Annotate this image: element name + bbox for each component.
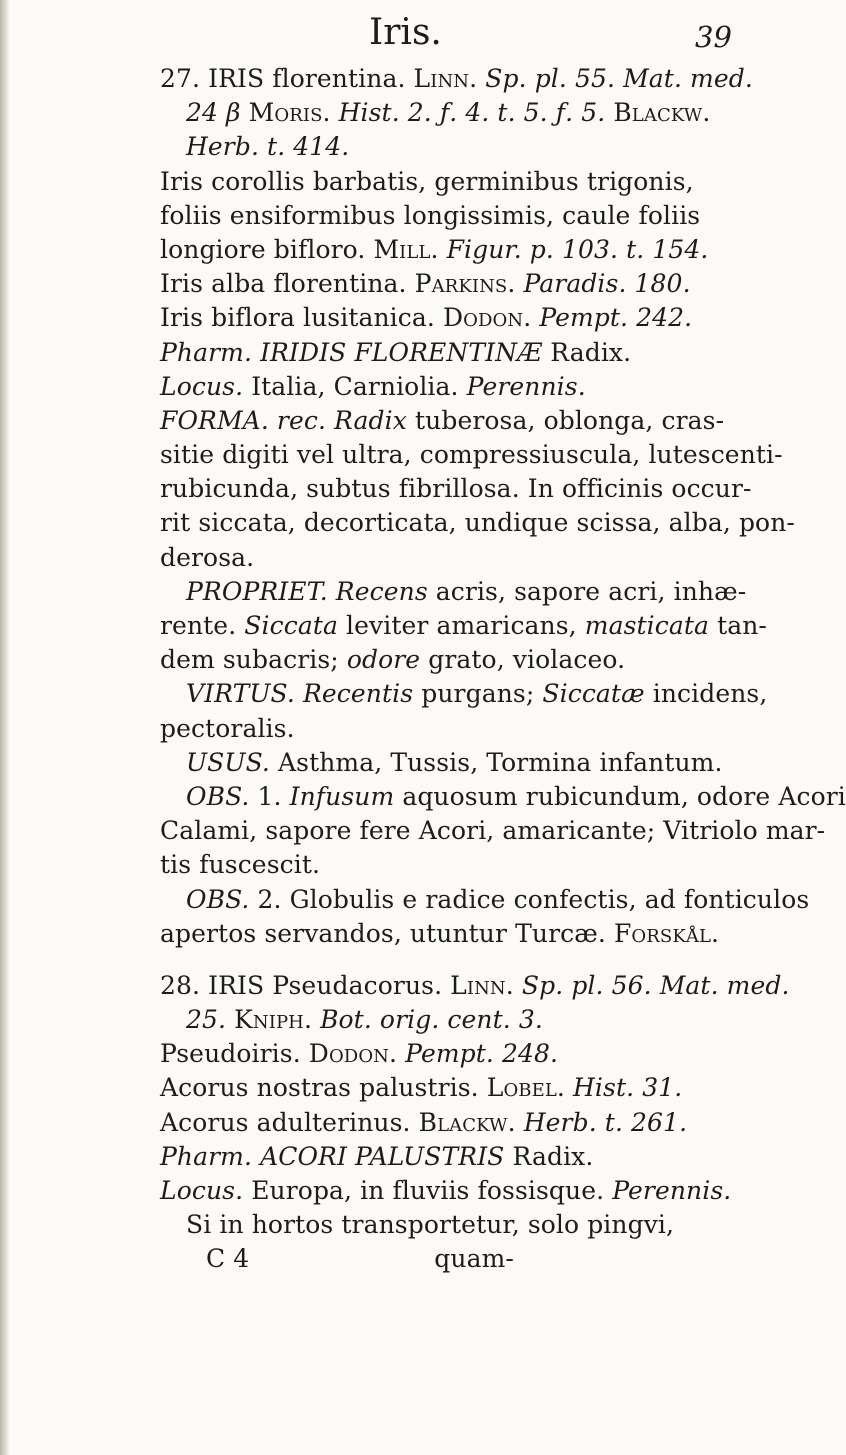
- author-parkins: Parkins.: [414, 269, 516, 299]
- virtus-line: pectoralis.: [160, 713, 295, 743]
- synonym-line: Iris alba florentina. Parkins. Paradis. 180.: [160, 269, 691, 299]
- running-title: Iris.: [369, 12, 442, 53]
- description-line: foliis ensiformibus longissimis, caule foliis: [160, 200, 701, 230]
- usus-line: USUS. Asthma, Tussis, Tormina infantum.: [186, 747, 723, 777]
- locus-line: Locus. Europa, in fluviis fossisque. Perennis.: [160, 1176, 732, 1205]
- author-forskal: Forskål.: [613, 918, 720, 948]
- page-number: 39: [695, 20, 732, 54]
- author-dodon: Dodon.: [442, 303, 532, 333]
- description-line: Iris corollis barbatis, germinibus trigonis,: [160, 166, 694, 196]
- forma-line: FORMA. rec. Radix tuberosa, oblonga, cras-: [160, 405, 725, 435]
- observation-line: OBS. 2. Globulis e radice confectis, ad fonticulos: [186, 884, 810, 914]
- locus-line: Locus. Italia, Carniolia. Perennis.: [160, 371, 586, 401]
- reference-line: Herb. t. 414.: [186, 132, 350, 162]
- entry-separator: [0, 951, 800, 969]
- observation-line: OBS. 1. Infusum aquosum rubicundum, odore Acori: [186, 781, 846, 811]
- observation-line: Calami, sapore fere Acori, amaricante; Vitriolo mar-: [160, 816, 826, 846]
- species-name: IRIS florentina.: [208, 64, 406, 93]
- description-line: longiore bifloro. Mill. Figur. p. 103. t. 154.: [160, 234, 709, 264]
- author-mill: Mill.: [373, 234, 439, 264]
- author-kniph: Kniph.: [234, 1005, 313, 1035]
- synonym-line: Acorus nostras palustris. Lobel. Hist. 31.: [160, 1073, 683, 1103]
- reference-line: 24 β Moris. Hist. 2. ƒ. 4. t. 5. ƒ. 5. Blackw.: [186, 98, 711, 128]
- synonym-line: Acorus adulterinus. Blackw. Herb. t. 261.: [160, 1107, 688, 1137]
- author-blackw: Blackw.: [418, 1107, 516, 1137]
- author-linn: Linn.: [413, 64, 478, 93]
- synonym-line: Pseudoiris. Dodon. Pempt. 248.: [160, 1039, 559, 1069]
- signature-mark: C 4: [206, 1244, 250, 1274]
- author-linn: Linn.: [450, 970, 514, 1000]
- reference: Sp. pl. 55.: [485, 64, 616, 93]
- reference-line: 25. Kniph. Bot. orig. cent. 3.: [186, 1005, 543, 1035]
- proprietas-line: dem subacris; odore grato, violaceo.: [160, 645, 626, 675]
- reference: Mat. med.: [623, 64, 753, 93]
- forma-line: rit siccata, decorticata, undique scissa, alba, pon-: [160, 508, 795, 538]
- pharmacopoeia-line: Pharm. IRIDIS FLORENTINÆ Radix.: [160, 337, 632, 367]
- observation-line: apertos servandos, utuntur Turcæ. Forskål.: [160, 918, 720, 948]
- entry-28: [0, 969, 800, 1277]
- author-dodon: Dodon.: [308, 1039, 398, 1069]
- species-name: IRIS Pseudacorus.: [208, 970, 443, 1000]
- author-blackw: Blackw.: [613, 98, 711, 128]
- entry-heading: 28. IRIS Pseudacorus. Linn. Sp. pl. 56. Mat. med.: [160, 970, 790, 1000]
- proprietas-line: rente. Siccata leviter amaricans, masticata tan-: [160, 611, 767, 640]
- forma-line: rubicunda, subtus fibrillosa. In officinis occur-: [160, 474, 752, 504]
- forma-line: sitie digiti vel ultra, compressiuscula, lutescenti-: [160, 440, 783, 470]
- forma-line: derosa.: [160, 542, 255, 572]
- virtus-line: VIRTUS. Recentis purgans; Siccatæ incidens,: [186, 679, 768, 709]
- author-moris: Moris.: [248, 98, 331, 128]
- entry-heading: [0, 62, 800, 96]
- page-body: [0, 62, 846, 1277]
- entry-27: [0, 62, 846, 951]
- page-header: [0, 12, 800, 60]
- synonym-line: Iris biflora lusitanica. Dodon. Pempt. 242.: [160, 303, 693, 333]
- entry-number: 28.: [160, 970, 201, 1000]
- page-footer: [0, 1242, 800, 1276]
- entry-number: 27.: [160, 64, 201, 93]
- pharmacopoeia-line: Pharm. ACORI PALUSTRIS Radix.: [160, 1141, 594, 1171]
- proprietas-line: PROPRIET. Recens acris, sapore acri, inhæ-: [186, 576, 747, 606]
- catchword: quam-: [434, 1244, 514, 1274]
- body-line: Si in hortos transportetur, solo pingvi,: [186, 1210, 675, 1240]
- observation-line: tis fuscescit.: [160, 850, 321, 880]
- author-lobel: Lobel.: [486, 1073, 565, 1103]
